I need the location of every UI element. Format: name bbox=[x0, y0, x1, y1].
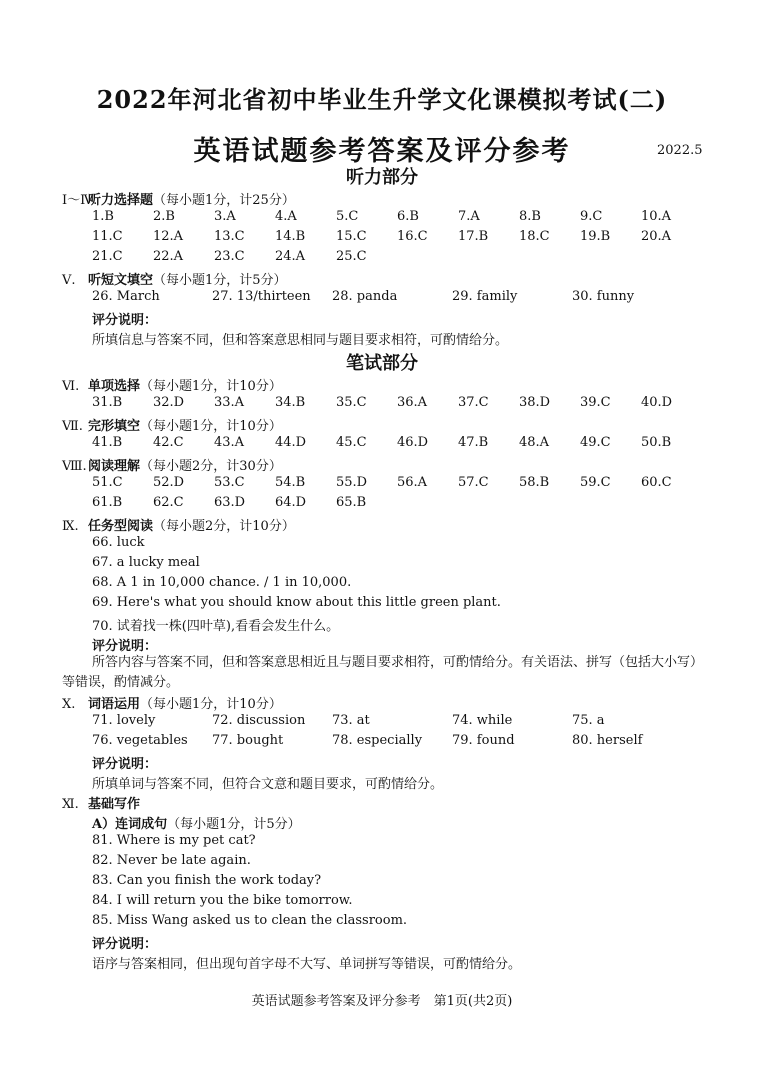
answer-item: 24.A bbox=[275, 249, 306, 264]
answer-item: 48.A bbox=[519, 435, 550, 450]
answer-item: 49.C bbox=[580, 435, 611, 450]
answer-item: 18.C bbox=[519, 229, 550, 244]
answer-line: 82. Never be late again. bbox=[92, 853, 251, 868]
answer-item: 43.A bbox=[214, 435, 245, 450]
answer-item: 16.C bbox=[397, 229, 428, 244]
answer-line: 85. Miss Wang asked us to clean the classroom. bbox=[92, 913, 408, 928]
answer-item: 27. 13/thirteen bbox=[212, 289, 311, 304]
answer-item: 51.C bbox=[92, 475, 123, 490]
section-header: Ⅴ. 听短文填空（每小题1分，计5分） bbox=[62, 273, 287, 288]
answer-item: 41.B bbox=[92, 435, 123, 450]
written-heading: 笔试部分 bbox=[346, 353, 418, 374]
answer-line: 69. Here's what you should know about this little green plant. bbox=[92, 595, 501, 610]
answer-item: 75. a bbox=[572, 713, 605, 728]
answer-item: 4.A bbox=[275, 209, 297, 224]
answer-item: 55.D bbox=[336, 475, 368, 490]
section-header: Ⅰ～Ⅳ.听力选择题（每小题1分，计25分） bbox=[62, 193, 295, 208]
answer-item: 17.B bbox=[458, 229, 489, 244]
answer-item: 73. at bbox=[332, 713, 370, 728]
remark-text: 语序与答案相同，但出现句首字母不大写、单词拼写等错误，可酌情给分。 bbox=[92, 957, 522, 972]
answer-item: 65.B bbox=[336, 495, 367, 510]
section-header: Ⅸ. 任务型阅读（每小题2分，计10分） bbox=[62, 519, 295, 534]
answer-item: 59.C bbox=[580, 475, 611, 490]
answer-item: 2.B bbox=[153, 209, 175, 224]
answer-item: 40.D bbox=[641, 395, 673, 410]
answer-item: 74. while bbox=[452, 713, 513, 728]
answer-item: 80. herself bbox=[572, 733, 643, 748]
answer-item: 71. lovely bbox=[92, 713, 156, 728]
answer-item: 19.B bbox=[580, 229, 611, 244]
answer-item: 57.C bbox=[458, 475, 489, 490]
answer-item: 36.A bbox=[397, 395, 428, 410]
answer-item: 38.D bbox=[519, 395, 551, 410]
answer-item: 31.B bbox=[92, 395, 123, 410]
answer-line: 70. 试着找一株(四叶草),看看会发生什么。 bbox=[92, 619, 340, 634]
answer-item: 12.A bbox=[153, 229, 184, 244]
answer-item: 37.C bbox=[458, 395, 489, 410]
remark-label: 评分说明： bbox=[92, 757, 158, 772]
page-footer: 英语试题参考答案及评分参考 第1页(共2页) bbox=[251, 994, 513, 1009]
section-header: Ⅺ. 基础写作 bbox=[62, 797, 141, 812]
section-header: Ⅶ. 完形填空（每小题1分，计10分） bbox=[62, 419, 282, 434]
answer-item: 44.D bbox=[275, 435, 307, 450]
answer-item: 53.C bbox=[214, 475, 245, 490]
answer-item: 3.A bbox=[214, 209, 236, 224]
remark-text: 所填信息与答案不同，但和答案意思相同与题目要求相符，可酌情给分。 bbox=[92, 333, 509, 348]
remark-text: 所答内容与答案不同，但和答案意思相近且与题目要求相符，可酌情给分。有关语法、拼写（包括大小写）等错误，酌情减分。 bbox=[62, 655, 704, 690]
answer-item: 56.A bbox=[397, 475, 428, 490]
listening-heading: 听力部分 bbox=[346, 167, 418, 188]
answer-item: 45.C bbox=[336, 435, 367, 450]
answer-item: 63.D bbox=[214, 495, 246, 510]
answer-item: 9.C bbox=[580, 209, 603, 224]
answer-item: 72. discussion bbox=[212, 713, 306, 728]
answer-item: 64.D bbox=[275, 495, 307, 510]
answer-item: 32.D bbox=[153, 395, 185, 410]
answer-item: 13.C bbox=[214, 229, 245, 244]
answer-item: 61.B bbox=[92, 495, 123, 510]
answer-item: 1.B bbox=[92, 209, 114, 224]
answer-line: 66. luck bbox=[92, 535, 145, 550]
answer-item: 42.C bbox=[153, 435, 184, 450]
answer-line: 84. I will return you the bike tomorrow. bbox=[92, 893, 353, 908]
answer-item: 20.A bbox=[641, 229, 672, 244]
answer-item: 28. panda bbox=[332, 289, 398, 304]
section-header: Ⅷ.阅读理解（每小题2分，计30分） bbox=[62, 459, 282, 474]
answer-item: 7.A bbox=[458, 209, 480, 224]
answer-item: 39.C bbox=[580, 395, 611, 410]
document-subtitle: 英语试题参考答案及评分参考 bbox=[193, 136, 571, 167]
answer-line: 68. A 1 in 10,000 chance. / 1 in 10,000. bbox=[92, 575, 352, 590]
answer-item: 5.C bbox=[336, 209, 359, 224]
answer-item: 76. vegetables bbox=[92, 733, 188, 748]
section-header: Ⅵ. 单项选择（每小题1分，计10分） bbox=[62, 379, 282, 394]
remark-text: 所填单词与答案不同，但符合文意和题目要求，可酌情给分。 bbox=[92, 777, 444, 792]
answer-line: 67. a lucky meal bbox=[92, 555, 200, 570]
remark-label: 评分说明： bbox=[92, 313, 158, 328]
answer-item: 78. especially bbox=[332, 733, 423, 748]
answer-item: 62.C bbox=[153, 495, 184, 510]
answer-item: 6.B bbox=[397, 209, 419, 224]
remark-label: 评分说明： bbox=[92, 639, 158, 654]
answer-item: 77. bought bbox=[212, 733, 284, 748]
answer-item: 10.A bbox=[641, 209, 672, 224]
answer-item: 46.D bbox=[397, 435, 429, 450]
answer-item: 60.C bbox=[641, 475, 672, 490]
answer-item: 54.B bbox=[275, 475, 306, 490]
answer-item: 11.C bbox=[92, 229, 123, 244]
answer-item: 26. March bbox=[92, 289, 160, 304]
answer-item: 34.B bbox=[275, 395, 306, 410]
answer-item: 29. family bbox=[452, 289, 518, 304]
answer-item: 23.C bbox=[214, 249, 245, 264]
answer-item: 8.B bbox=[519, 209, 541, 224]
answer-item: 21.C bbox=[92, 249, 123, 264]
answer-line: 81. Where is my pet cat? bbox=[92, 833, 256, 848]
subsection-header: A）连词成句（每小题1分，计5分） bbox=[92, 817, 301, 832]
document-date: 2022.5 bbox=[657, 143, 703, 158]
answer-item: 30. funny bbox=[572, 289, 635, 304]
answer-item: 35.C bbox=[336, 395, 367, 410]
section-header: Ⅹ. 词语运用（每小题1分，计10分） bbox=[62, 697, 282, 712]
answer-item: 79. found bbox=[452, 733, 515, 748]
answer-line: 83. Can you finish the work today? bbox=[92, 873, 322, 888]
answer-item: 25.C bbox=[336, 249, 367, 264]
remark-label: 评分说明： bbox=[92, 937, 158, 952]
answer-item: 52.D bbox=[153, 475, 185, 490]
answer-item: 14.B bbox=[275, 229, 306, 244]
answer-item: 15.C bbox=[336, 229, 367, 244]
answer-item: 50.B bbox=[641, 435, 672, 450]
exam-title: 2022年河北省初中毕业生升学文化课模拟考试(二) bbox=[96, 85, 668, 114]
answer-item: 47.B bbox=[458, 435, 489, 450]
answer-item: 22.A bbox=[153, 249, 184, 264]
answer-item: 33.A bbox=[214, 395, 245, 410]
answer-item: 58.B bbox=[519, 475, 550, 490]
